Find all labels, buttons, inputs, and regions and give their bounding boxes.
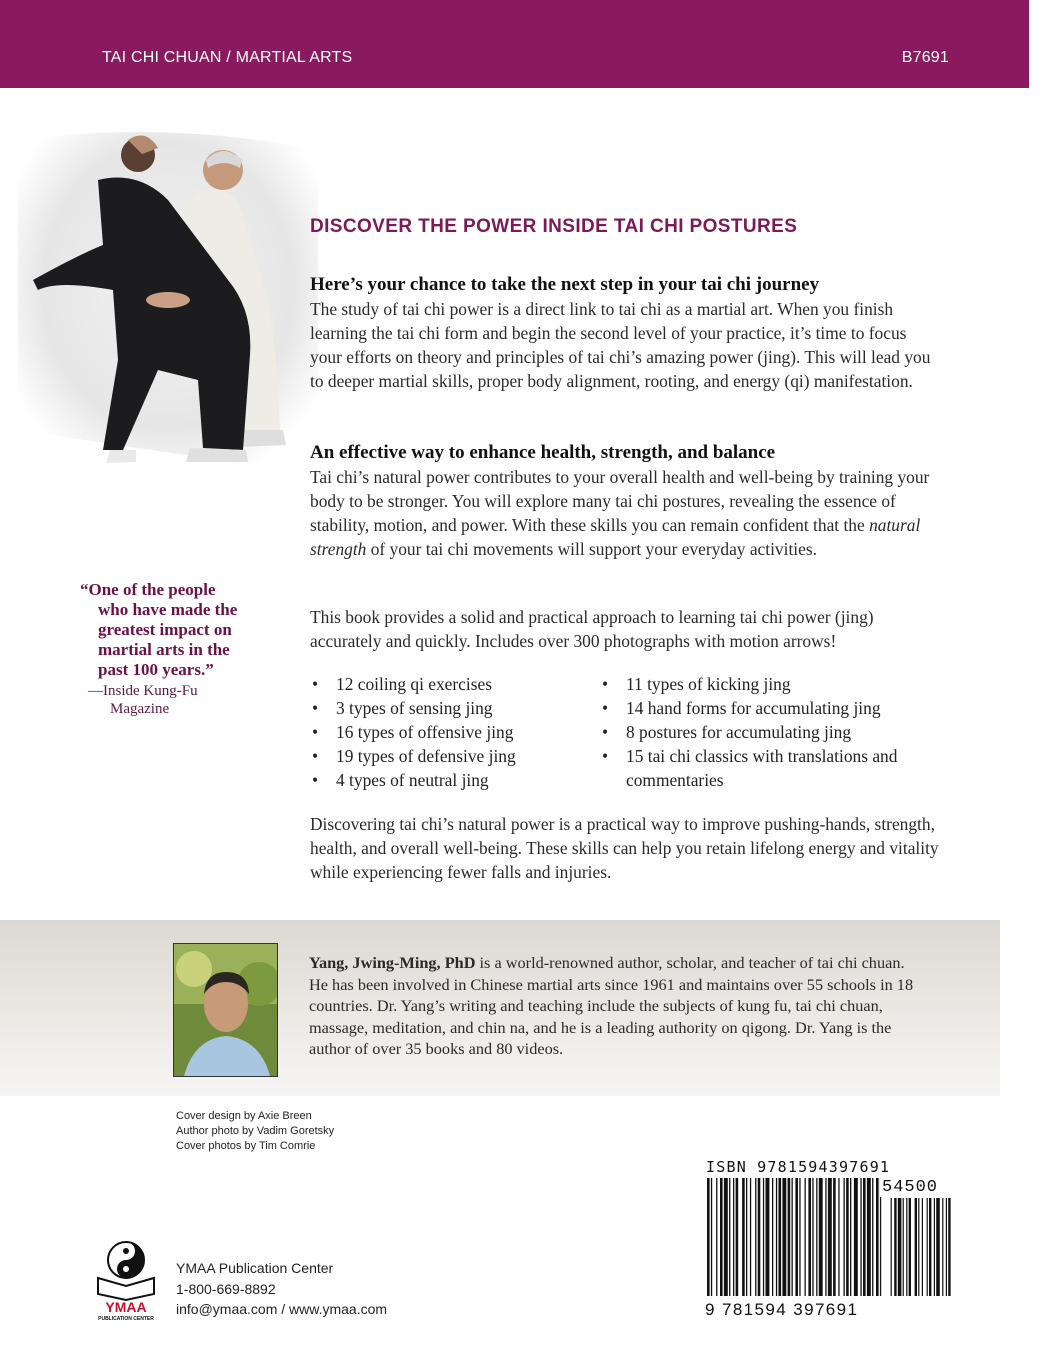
barcode-bar	[850, 1178, 851, 1296]
page-edge	[1029, 0, 1047, 1360]
addon-bar	[898, 1198, 902, 1296]
addon-bar	[903, 1198, 904, 1296]
product-code: B7691	[901, 49, 949, 66]
barcode-bar	[825, 1178, 826, 1296]
barcode-bar	[812, 1178, 813, 1296]
barcode-bar	[779, 1178, 782, 1296]
addon-bar	[918, 1198, 919, 1296]
feature-list-col1	[310, 672, 590, 792]
list-item: • 12 coiling qi exercises	[310, 672, 590, 696]
barcode-bar	[788, 1178, 791, 1296]
headline: DISCOVER THE POWER INSIDE TAI CHI POSTURES	[310, 216, 798, 237]
author-name: Yang, Jwing-Ming, PhD	[309, 953, 476, 972]
section-health-heading: An effective way to enhance health, strength, and balance	[310, 442, 776, 463]
barcode-bar	[763, 1178, 764, 1296]
barcode-bar	[758, 1178, 761, 1296]
barcode-bar	[755, 1178, 756, 1296]
list-item: • 15 tai chi classics with translations and commentaries	[600, 744, 930, 792]
section-chance-text: The study of tai chi power is a direct link to tai chi as a martial art. When you finish learning the tai chi form and begin the second level of your practice, it’s time to focus your efforts on theory and principles of tai chi’s amazing power (jing). This will lead you to deeper martial skills, proper body alignment, rooting, and energy (qi) manifestation.	[310, 299, 931, 391]
list-item: • 14 hand forms for accumulating jing	[600, 696, 930, 720]
addon-bar	[909, 1198, 911, 1296]
barcode-bar	[860, 1178, 861, 1296]
cover-credits: Cover design by Axie Breen Author photo by Vadim Goretsky Cover photos by Tim Comrie	[176, 1110, 335, 1152]
addon-bar	[946, 1198, 947, 1296]
addon-bar	[934, 1198, 935, 1296]
quote-text: “One of the people who have made the greatest impact on martial arts in the past 100 years.”	[80, 580, 238, 679]
price-addon: 54500	[882, 1178, 939, 1197]
ymaa-logo	[94, 1238, 158, 1322]
barcode-bar	[742, 1178, 745, 1296]
logo-subtext: PUBLICATION CENTER	[98, 1316, 154, 1322]
addon-bar	[915, 1198, 917, 1296]
barcode-bar	[805, 1178, 806, 1296]
endorsement-quote	[80, 580, 278, 718]
addon-bar	[891, 1198, 892, 1296]
addon-bar	[936, 1198, 940, 1296]
barcode-bar	[838, 1178, 839, 1296]
barcode-bar	[776, 1178, 777, 1296]
barcode-bar	[772, 1178, 773, 1296]
logo-text: YMAA	[105, 1299, 147, 1315]
addon-bar	[894, 1198, 896, 1296]
barcode-bar	[844, 1178, 845, 1296]
barcode-bar	[729, 1178, 730, 1296]
quote-source: —Inside Kung-Fu Magazine	[88, 683, 198, 717]
section-chance-heading: Here’s your chance to take the next step in your tai chi journey	[310, 274, 820, 295]
barcode-bar	[724, 1178, 728, 1296]
isbn-label: ISBN 9781594397691	[706, 1158, 891, 1176]
list-item: • 16 types of offensive jing	[310, 720, 590, 744]
barcode-bar	[808, 1178, 811, 1296]
section-chance	[310, 273, 940, 393]
intro-paragraph: This book provides a solid and practical approach to learning tai chi power (jing) accurately and quickly. Includes over 300 photographs with motion arrows!	[310, 607, 874, 651]
barcode-number: 9 781594 397691	[705, 1300, 859, 1319]
barcode-bar	[733, 1178, 734, 1296]
author-bio	[309, 952, 924, 1060]
addon-bar	[906, 1198, 907, 1296]
addon-bar	[927, 1198, 928, 1296]
barcode-bar	[720, 1178, 723, 1296]
barcode-bar	[707, 1178, 710, 1296]
list-item: • 8 postures for accumulating jing	[600, 720, 930, 744]
publisher-info	[176, 1258, 387, 1320]
barcode-bar	[819, 1178, 823, 1296]
barcode-bar	[799, 1178, 800, 1296]
barcode-bar	[716, 1178, 717, 1296]
barcode-bar	[816, 1178, 817, 1296]
list-item: • 4 types of neutral jing	[310, 768, 590, 792]
addon-bar	[942, 1198, 943, 1296]
barcode-bar	[828, 1178, 832, 1296]
author-photo	[173, 943, 278, 1077]
barcode-bar	[863, 1178, 866, 1296]
barcode-bar	[766, 1178, 770, 1296]
barcode-bar	[867, 1178, 871, 1296]
barcode-bar	[750, 1178, 751, 1296]
barcode-bar	[792, 1178, 793, 1296]
author-bio-text: is a world-renowned author, scholar, and teacher of tai chi chuan. He has been involved in Chinese martial arts since 1961 and maintains over 55 schools in 18 countries. Dr. Yang’s writing and teaching include the subjects of kung fu, tai chi chuan, massage, meditation, and chin na, and he is a leading authority on qigong. Dr. Yang is the author of over 35 books and 80 videos.	[309, 953, 914, 1058]
barcode-bar	[711, 1178, 712, 1296]
list-item: • 11 types of kicking jing	[600, 672, 930, 696]
barcode-bar	[833, 1178, 836, 1296]
feature-list-col2	[600, 672, 930, 792]
barcode-bar	[876, 1178, 879, 1296]
top-banner	[0, 0, 1029, 88]
barcode-bar	[846, 1178, 849, 1296]
publisher-name: YMAA Publication Center	[176, 1260, 334, 1276]
list-item: • 3 types of sensing jing	[310, 696, 590, 720]
list-item: • 19 types of defensive jing	[310, 744, 590, 768]
addon-bar	[922, 1198, 923, 1296]
category-label: TAI CHI CHUAN / MARTIAL ARTS	[102, 49, 353, 66]
barcode-bar	[736, 1178, 739, 1296]
addon-bar	[948, 1198, 950, 1296]
closing-paragraph: Discovering tai chi’s natural power is a practical way to improve pushing-hands, strength, health, and overall well-being. These skills can help you retain lifelong energy and vitality while experiencing fewer falls and injuries.	[310, 814, 939, 882]
section-health	[310, 441, 940, 561]
barcode-bar	[795, 1178, 798, 1296]
emphasis-natural-strength: natural strength	[310, 515, 921, 559]
section-health-text: Tai chi’s natural power contributes to your overall health and well-being by training your body to be stronger. You will explore many tai chi postures, revealing the essence of stability, motion, and power. With these skills you can remain confident that the natural strength of your tai chi movements will support your everyday activities.	[310, 467, 930, 559]
publisher-contact: info@ymaa.com / www.ymaa.com	[176, 1301, 388, 1317]
barcode-bar	[872, 1178, 873, 1296]
barcode-bar	[854, 1178, 858, 1296]
barcode-bar	[746, 1178, 747, 1296]
martial-arts-photo	[18, 130, 318, 475]
publisher-phone: 1-800-669-8892	[176, 1280, 276, 1297]
addon-bar	[929, 1198, 931, 1296]
barcode-bar	[782, 1178, 786, 1296]
